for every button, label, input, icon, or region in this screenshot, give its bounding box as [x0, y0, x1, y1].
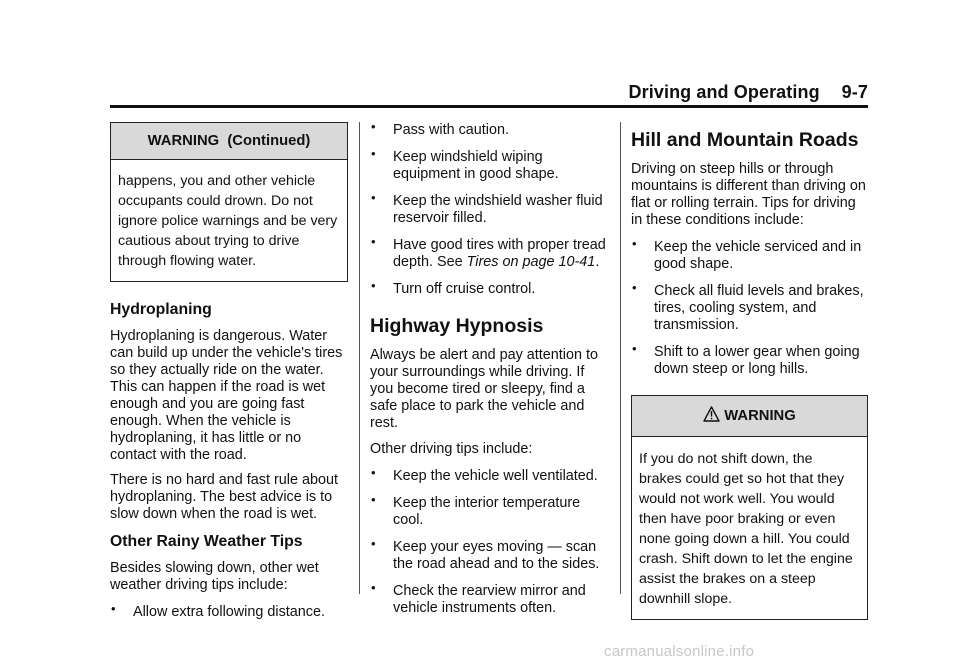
bullet-icon: • — [371, 580, 376, 595]
list-item-text: Turn off cruise control. — [393, 281, 536, 297]
list-item — [370, 234, 610, 271]
list-item-text: Pass with caution. — [393, 122, 509, 138]
heading-hydroplaning: Hydroplaning — [110, 301, 212, 318]
bullet-icon: • — [371, 190, 376, 205]
bullet-icon: • — [111, 601, 116, 616]
header-title — [629, 82, 868, 103]
list-item — [370, 146, 610, 183]
column-3 — [631, 122, 868, 620]
warning-title — [632, 396, 867, 437]
column-1 — [110, 122, 348, 621]
bullet-icon: • — [371, 119, 376, 134]
warning-title-text: WARNING — [724, 408, 796, 424]
warning-body: If you do not shift down, the brakes could get so hot that they would not work well. You would then have poor braking or even none going down a hill. You could crash. Shift down to let the engine assist the brakes on a steep downhill slope. — [639, 451, 853, 607]
list-item-text-suffix: . — [595, 254, 600, 270]
mountain-list — [631, 236, 868, 378]
list-item-text: Keep the vehicle well ventilated. — [393, 468, 598, 484]
list-item — [370, 119, 610, 139]
list-item — [631, 341, 868, 378]
warning-continued-title: WARNING (Continued) — [111, 123, 347, 160]
tires-page-reference[interactable]: Tires on page 10-41 — [466, 254, 596, 270]
bullet-icon: • — [371, 234, 376, 249]
hypnosis-para-2: Other driving tips include: — [370, 441, 533, 457]
list-item-text: Have good tires with proper tread depth. See — [393, 237, 606, 270]
watermark: carmanualsonline.info — [604, 643, 755, 660]
list-item — [370, 465, 610, 485]
list-item-text: Keep the interior temperature cool. — [393, 495, 581, 528]
list-item — [370, 536, 610, 573]
rainy-tips-list — [110, 601, 348, 621]
bullet-icon: • — [632, 341, 637, 356]
heading-rainy-tips: Other Rainy Weather Tips — [110, 533, 303, 550]
warning-continued-box — [110, 122, 348, 282]
column-2 — [370, 119, 610, 617]
wet-weather-list — [370, 119, 610, 298]
bullet-icon: • — [632, 236, 637, 251]
page-number: 9-7 — [841, 82, 868, 102]
header-rule — [110, 105, 868, 108]
list-item — [370, 190, 610, 227]
bullet-icon: • — [371, 278, 376, 293]
page-header — [110, 78, 868, 108]
heading-hill-mountain-roads: Hill and Mountain Roads — [631, 129, 859, 151]
column-divider-1 — [359, 122, 360, 594]
bullet-icon: • — [371, 536, 376, 551]
column-divider-2 — [620, 122, 621, 594]
list-item-text: Keep the vehicle serviced and in good shape. — [654, 239, 862, 272]
list-item-text: Check the rearview mirror and vehicle instruments often. — [393, 583, 586, 616]
list-item-text: Keep the windshield washer fluid reservoir filled. — [393, 193, 603, 226]
rainy-tips-intro: Besides slowing down, other wet weather driving tips include: — [110, 560, 319, 593]
heading-highway-hypnosis: Highway Hypnosis — [370, 315, 544, 337]
warning-triangle-icon — [703, 406, 720, 427]
section-title: Driving and Operating — [628, 82, 820, 102]
bullet-icon: • — [632, 280, 637, 295]
list-item-text: Keep your eyes moving — scan the road ahead and to the sides. — [393, 539, 600, 572]
list-item-text: Allow extra following distance. — [133, 604, 325, 620]
list-item — [370, 580, 610, 617]
mountain-intro: Driving on steep hills or through mountains is different than driving on flat or rolling terrain. Tips for driving in these conditions include: — [631, 161, 866, 228]
list-item — [110, 601, 348, 621]
warning-box — [631, 395, 868, 620]
list-item — [631, 280, 868, 334]
list-item — [370, 492, 610, 529]
list-item — [370, 278, 610, 298]
hypnosis-list — [370, 465, 610, 617]
bullet-icon: • — [371, 492, 376, 507]
warning-continued-body: happens, you and other vehicle occupants could drown. Do not ignore police warnings and be very cautious about trying to drive through flowing water. — [118, 173, 338, 269]
list-item-text: Shift to a lower gear when going down steep or long hills. — [654, 344, 860, 377]
bullet-icon: • — [371, 465, 376, 480]
bullet-icon: • — [371, 146, 376, 161]
list-item-text: Keep windshield wiping equipment in good shape. — [393, 149, 559, 182]
list-item — [631, 236, 868, 273]
hydroplaning-para-1: Hydroplaning is dangerous. Water can build up under the vehicle's tires so they actually ride on the water. This can happen if the road is wet enough and you are going fast enough. When the vehicle is hydroplaning, it has little or no contact with the road. — [110, 328, 343, 463]
hydroplaning-para-2: There is no hard and fast rule about hydroplaning. The best advice is to slow down when the road is wet. — [110, 472, 338, 522]
hypnosis-para-1: Always be alert and pay attention to your surroundings while driving. If you become tired or sleepy, find a safe place to park the vehicle and rest. — [370, 347, 598, 431]
list-item-text: Check all fluid levels and brakes, tires, cooling system, and transmission. — [654, 283, 864, 333]
